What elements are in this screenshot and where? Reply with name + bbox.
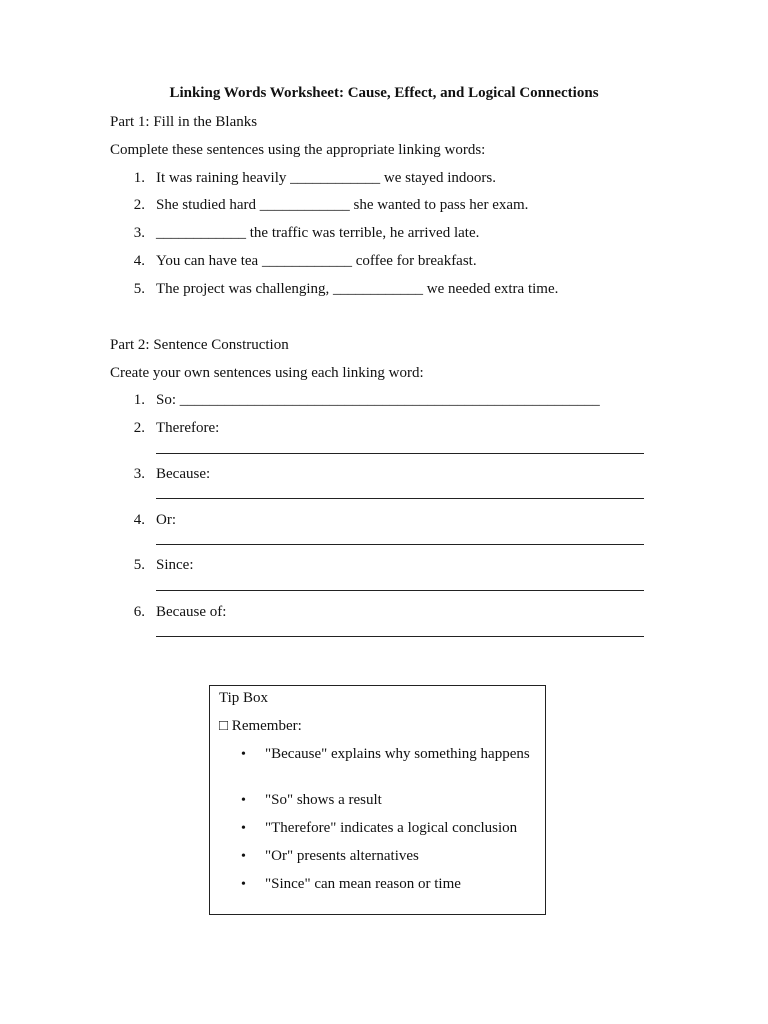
tip-bullet-4: "Or" presents alternatives	[265, 848, 419, 864]
item-number: 1.	[133, 170, 145, 186]
item-number: 3.	[133, 466, 145, 482]
answer-line[interactable]	[156, 636, 644, 637]
tip-bullet-1: "Because" explains why something happens	[265, 746, 530, 762]
bullet-icon: •	[241, 821, 246, 836]
bullet-icon: •	[241, 849, 246, 864]
item-number: 3.	[133, 225, 145, 241]
item-number: 6.	[133, 604, 145, 620]
answer-line[interactable]	[156, 453, 644, 454]
bullet-icon: •	[241, 793, 246, 808]
tip-box-remember: □ Remember:	[219, 718, 302, 734]
worksheet-title: Linking Words Worksheet: Cause, Effect, and Logical Connections	[169, 85, 599, 101]
item-number: 4.	[133, 512, 145, 528]
answer-line[interactable]	[156, 498, 644, 499]
answer-line[interactable]	[156, 590, 644, 591]
item-text: It was raining heavily ____________ we stayed indoors.	[156, 170, 496, 186]
bullet-icon: •	[241, 747, 246, 762]
part1-instruction: Complete these sentences using the appropriate linking words:	[110, 142, 486, 158]
item-number: 2.	[133, 197, 145, 213]
tip-bullet-2: "So" shows a result	[265, 792, 382, 808]
item-text: So: ________________________________________________________	[156, 392, 600, 408]
answer-line[interactable]	[156, 544, 644, 545]
item-number: 5.	[133, 557, 145, 573]
item-number: 5.	[133, 281, 145, 297]
item-text: You can have tea ____________ coffee for breakfast.	[156, 253, 477, 269]
tip-bullet-3: "Therefore" indicates a logical conclusion	[265, 820, 518, 836]
item-text: Or:	[156, 512, 176, 528]
tip-box	[209, 685, 546, 915]
part2-heading: Part 2: Sentence Construction	[110, 337, 289, 353]
item-text: ____________ the traffic was terrible, he arrived late.	[156, 225, 480, 241]
item-text: Because:	[156, 466, 211, 482]
item-text: The project was challenging, ____________ we needed extra time.	[156, 281, 559, 297]
part1-heading: Part 1: Fill in the Blanks	[110, 114, 258, 130]
item-number: 4.	[133, 253, 145, 269]
item-number: 1.	[133, 392, 145, 408]
item-text: Since:	[156, 557, 194, 573]
item-number: 2.	[133, 420, 145, 436]
item-text: Therefore:	[156, 420, 220, 436]
item-text: She studied hard ____________ she wanted to pass her exam.	[156, 197, 529, 213]
tip-box-title: Tip Box	[219, 690, 269, 706]
tip-bullet-5: "Since" can mean reason or time	[265, 876, 461, 892]
bullet-icon: •	[241, 877, 246, 892]
part2-instruction: Create your own sentences using each linking word:	[110, 365, 424, 381]
item-text: Because of:	[156, 604, 227, 620]
